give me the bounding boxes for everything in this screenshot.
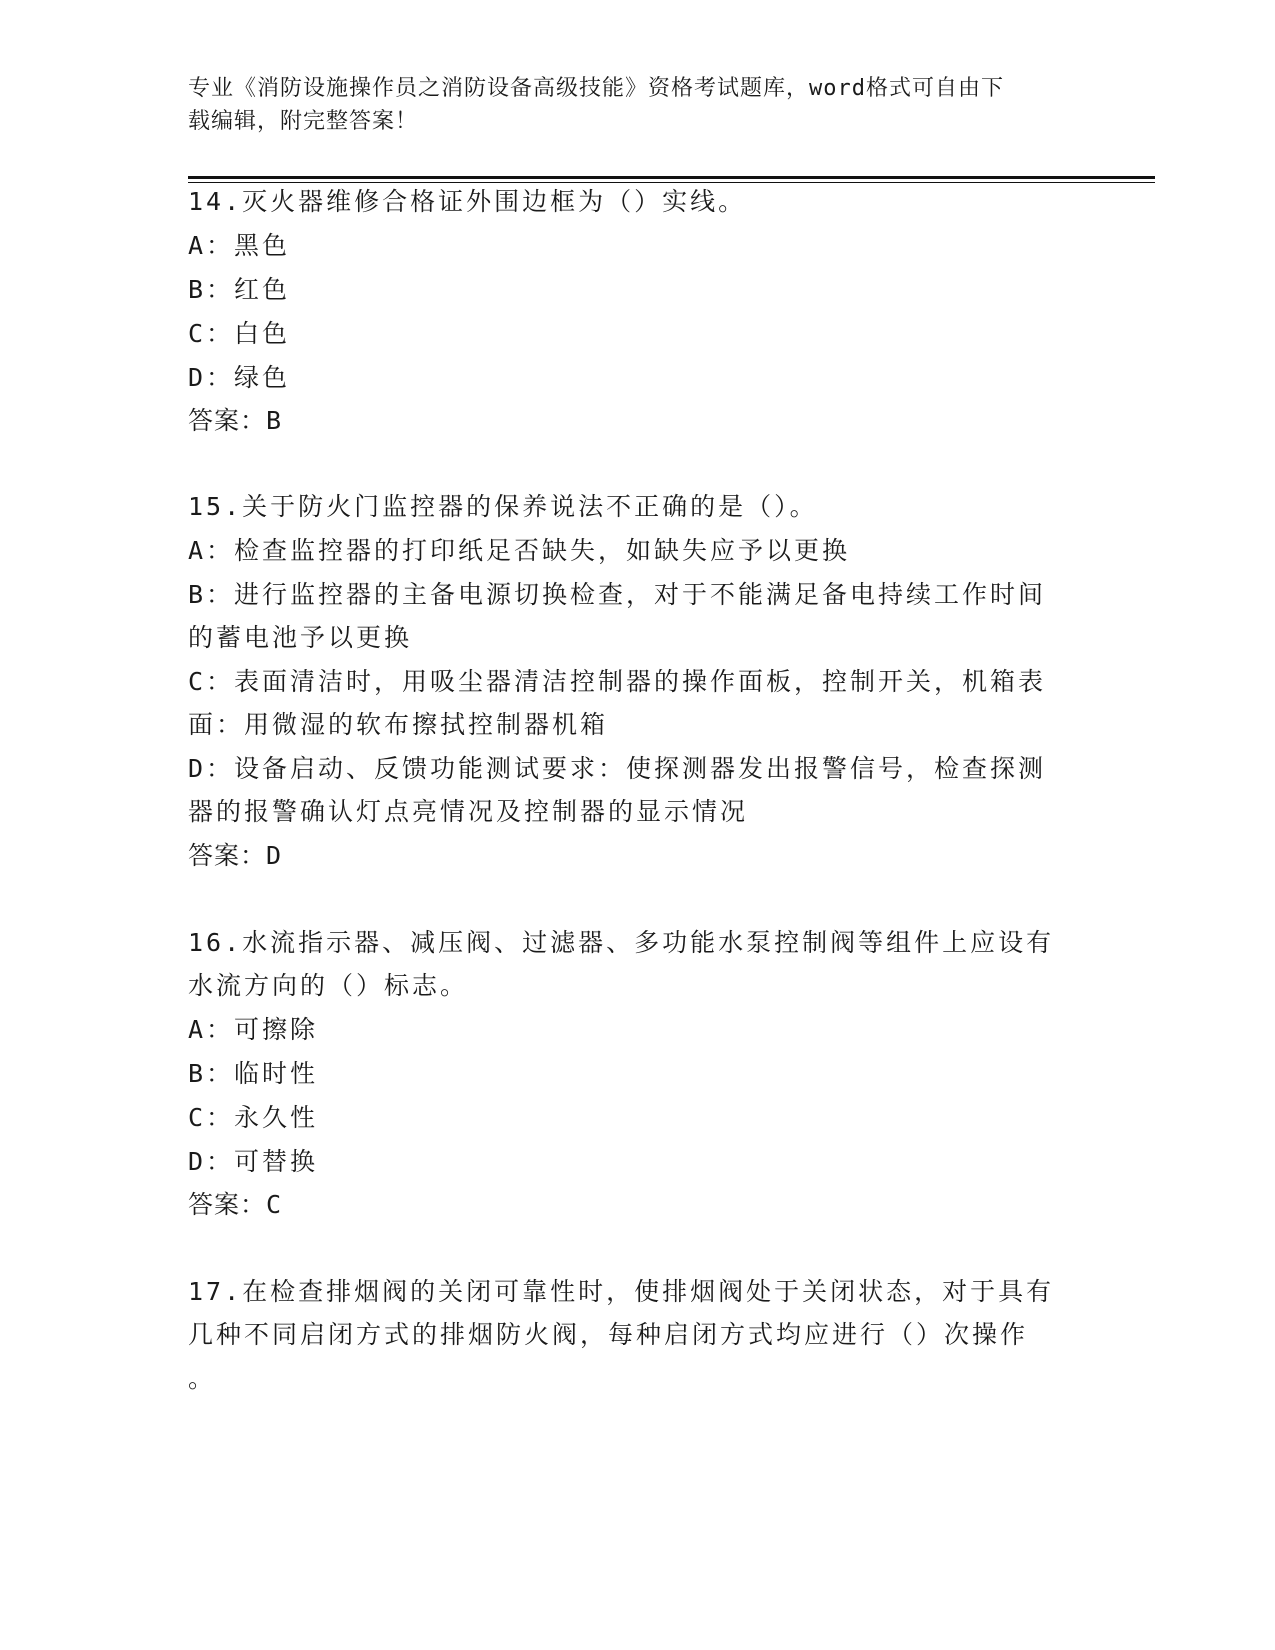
option-b: B：红色 xyxy=(188,275,291,304)
question-stem-end: 。 xyxy=(188,1364,217,1393)
option-b-continued: 的蓄电池予以更换 xyxy=(188,623,413,652)
option-c: C：白色 xyxy=(188,319,291,348)
question-stem-continued: 水流方向的（）标志。 xyxy=(188,971,469,1000)
option-a: A：检查监控器的打印纸足否缺失，如缺失应予以更换 xyxy=(188,536,851,565)
option-a: A：可擦除 xyxy=(188,1015,319,1044)
question-stem-continued: 几种不同启闭方式的排烟防火阀，每种启闭方式均应进行（）次操作 xyxy=(188,1320,1029,1349)
header-divider-thin xyxy=(188,182,1155,183)
header-divider-thick xyxy=(188,176,1155,179)
option-c: C：永久性 xyxy=(188,1103,319,1132)
header-line-1: 专业《消防设施操作员之消防设备高级技能》资格考试题库，word格式可自由下 xyxy=(188,76,1004,101)
option-d: D：可替换 xyxy=(188,1147,319,1176)
question-stem: 15.关于防火门监控器的保养说法不正确的是（）。 xyxy=(188,492,818,521)
answer-label: 答案：D xyxy=(188,841,283,870)
question-stem: 14.灭火器维修合格证外围边框为（）实线。 xyxy=(188,187,747,216)
option-d: D：设备启动、反馈功能测试要求：使探测器发出报警信号，检查探测 xyxy=(188,754,1047,783)
option-b: B：临时性 xyxy=(188,1059,319,1088)
question-stem: 16.水流指示器、减压阀、过滤器、多功能水泵控制阀等组件上应设有 xyxy=(188,928,1055,957)
answer-label: 答案：C xyxy=(188,1190,283,1219)
option-a: A：黑色 xyxy=(188,231,291,260)
header-line-2: 载编辑，附完整答案！ xyxy=(188,109,419,134)
answer-label: 答案：B xyxy=(188,406,283,435)
option-d-continued: 器的报警确认灯点亮情况及控制器的显示情况 xyxy=(188,797,749,826)
option-c: C：表面清洁时，用吸尘器清洁控制器的操作面板，控制开关，机箱表 xyxy=(188,667,1047,696)
document-header xyxy=(188,72,1078,138)
option-d: D：绿色 xyxy=(188,363,291,392)
question-stem: 17.在检查排烟阀的关闭可靠性时，使排烟阀处于关闭状态，对于具有 xyxy=(188,1277,1055,1306)
option-b: B：进行监控器的主备电源切换检查，对于不能满足备电持续工作时间 xyxy=(188,580,1047,609)
option-c-continued: 面：用微湿的软布擦拭控制器机箱 xyxy=(188,710,609,739)
